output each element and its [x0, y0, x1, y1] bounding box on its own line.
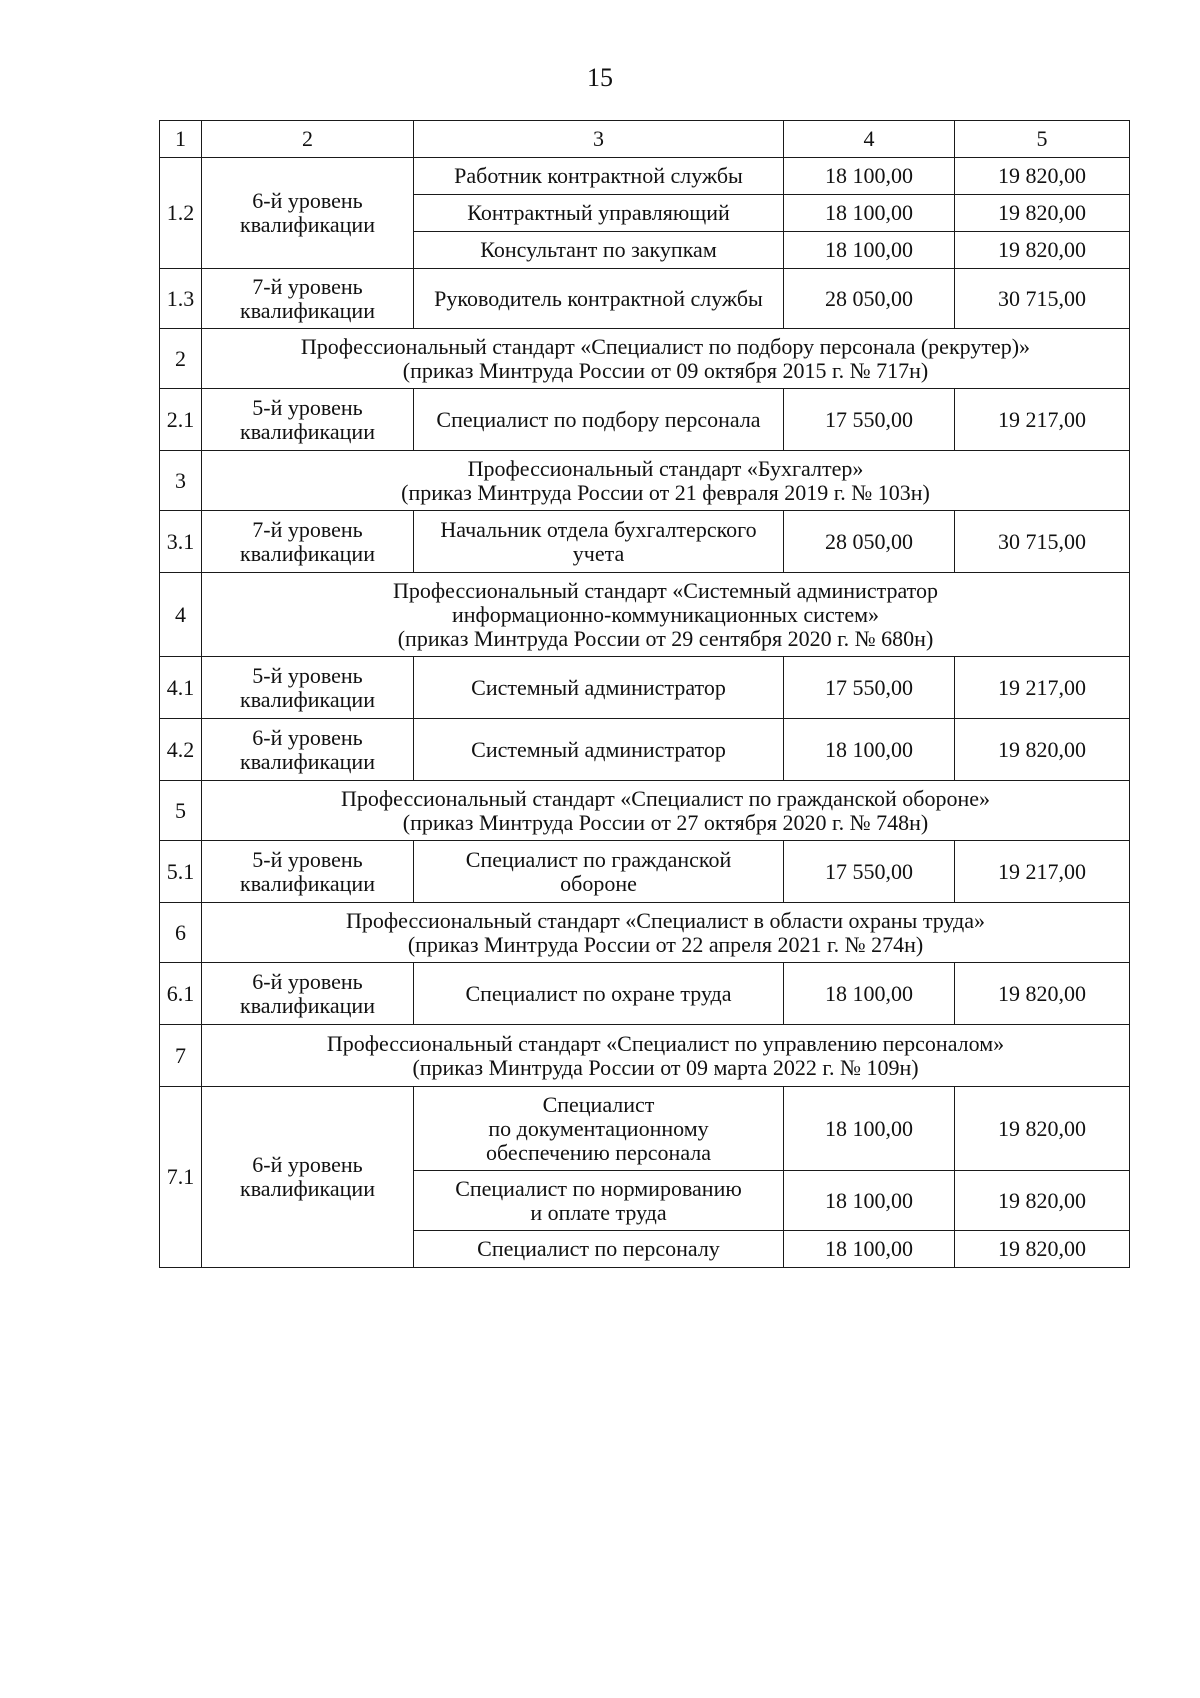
standard-row [160, 1025, 1130, 1087]
row-number: 5.1 [160, 841, 202, 903]
salary-value-col4: 18 100,00 [784, 719, 955, 781]
salary-value-col4: 18 100,00 [784, 232, 955, 269]
position-name: Специалист по охране труда [414, 963, 784, 1025]
position-name: Начальник отдела бухгалтерского учета [414, 511, 784, 573]
table-header-row [160, 121, 1130, 158]
standard-title: Профессиональный стандарт «Специалист в области охраны труда» (приказ Минтруда России от 22 апреля 2021 г. № 274н) [202, 903, 1130, 963]
table-row [160, 657, 1130, 719]
position-name: Специалист по гражданской обороне [414, 841, 784, 903]
qualification-level: 6-й уровень квалификации [202, 158, 414, 269]
position-name: Консультант по закупкам [414, 232, 784, 269]
salary-value-col4: 17 550,00 [784, 657, 955, 719]
salary-value-col5: 19 820,00 [955, 232, 1130, 269]
salary-table [159, 120, 1130, 1268]
qualification-level: 5-й уровень квалификации [202, 657, 414, 719]
row-number: 6 [160, 903, 202, 963]
row-number: 1.2 [160, 158, 202, 269]
salary-value-col4: 28 050,00 [784, 269, 955, 329]
row-number: 6.1 [160, 963, 202, 1025]
salary-value-col4: 18 100,00 [784, 195, 955, 232]
standard-title: Профессиональный стандарт «Бухгалтер» (приказ Минтруда России от 21 февраля 2019 г. № 103н) [202, 451, 1130, 511]
position-name: Работник контрактной службы [414, 158, 784, 195]
row-number: 4.2 [160, 719, 202, 781]
position-name: Специалист по нормированию и оплате труда [414, 1171, 784, 1231]
table-row [160, 963, 1130, 1025]
row-number: 5 [160, 781, 202, 841]
header-cell: 3 [414, 121, 784, 158]
position-name: Контрактный управляющий [414, 195, 784, 232]
row-number: 2.1 [160, 389, 202, 451]
table-row [160, 1087, 1130, 1171]
table-row [160, 158, 1130, 195]
row-number: 7.1 [160, 1087, 202, 1268]
salary-value-col5: 19 820,00 [955, 195, 1130, 232]
table-row [160, 841, 1130, 903]
header-cell: 4 [784, 121, 955, 158]
table-row [160, 389, 1130, 451]
standard-row [160, 573, 1130, 657]
salary-value-col4: 18 100,00 [784, 1231, 955, 1268]
qualification-level: 5-й уровень квалификации [202, 841, 414, 903]
row-number: 1.3 [160, 269, 202, 329]
standard-title: Профессиональный стандарт «Специалист по подбору персонала (рекрутер)» (приказ Минтруда России от 09 октября 2015 г. № 717н) [202, 329, 1130, 389]
standard-title: Профессиональный стандарт «Системный администратор информационно-коммуникационных систем» (приказ Минтруда России от 29 сентября 2020 г. № 680н) [202, 573, 1130, 657]
salary-value-col5: 19 217,00 [955, 389, 1130, 451]
row-number: 4.1 [160, 657, 202, 719]
header-cell: 2 [202, 121, 414, 158]
standard-row [160, 903, 1130, 963]
row-number: 2 [160, 329, 202, 389]
salary-value-col4: 17 550,00 [784, 389, 955, 451]
qualification-level: 6-й уровень квалификации [202, 963, 414, 1025]
position-name: Специалист по документационному обеспечению персонала [414, 1087, 784, 1171]
table-row [160, 511, 1130, 573]
qualification-level: 6-й уровень квалификации [202, 1087, 414, 1268]
header-cell: 5 [955, 121, 1130, 158]
salary-value-col5: 19 820,00 [955, 1171, 1130, 1231]
qualification-level: 5-й уровень квалификации [202, 389, 414, 451]
salary-value-col5: 30 715,00 [955, 269, 1130, 329]
position-name: Руководитель контрактной службы [414, 269, 784, 329]
salary-value-col5: 30 715,00 [955, 511, 1130, 573]
salary-value-col5: 19 820,00 [955, 719, 1130, 781]
salary-value-col4: 18 100,00 [784, 1087, 955, 1171]
qualification-level: 7-й уровень квалификации [202, 511, 414, 573]
position-name: Специалист по персоналу [414, 1231, 784, 1268]
salary-value-col5: 19 820,00 [955, 1087, 1130, 1171]
row-number: 4 [160, 573, 202, 657]
salary-value-col5: 19 217,00 [955, 657, 1130, 719]
row-number: 3 [160, 451, 202, 511]
position-name: Системный администратор [414, 657, 784, 719]
standard-title: Профессиональный стандарт «Специалист по управлению персоналом» (приказ Минтруда России от 09 марта 2022 г. № 109н) [202, 1025, 1130, 1087]
position-name: Системный администратор [414, 719, 784, 781]
table-row [160, 719, 1130, 781]
page-number: 15 [587, 63, 613, 92]
row-number: 7 [160, 1025, 202, 1087]
salary-value-col4: 28 050,00 [784, 511, 955, 573]
salary-value-col5: 19 820,00 [955, 1231, 1130, 1268]
salary-value-col4: 18 100,00 [784, 1171, 955, 1231]
salary-value-col5: 19 820,00 [955, 963, 1130, 1025]
qualification-level: 7-й уровень квалификации [202, 269, 414, 329]
header-cell: 1 [160, 121, 202, 158]
row-number: 3.1 [160, 511, 202, 573]
salary-value-col4: 18 100,00 [784, 963, 955, 1025]
qualification-level: 6-й уровень квалификации [202, 719, 414, 781]
salary-value-col5: 19 820,00 [955, 158, 1130, 195]
standard-row [160, 781, 1130, 841]
standard-row [160, 329, 1130, 389]
salary-value-col5: 19 217,00 [955, 841, 1130, 903]
position-name: Специалист по подбору персонала [414, 389, 784, 451]
salary-value-col4: 18 100,00 [784, 158, 955, 195]
salary-table-body [160, 121, 1130, 1268]
standard-title: Профессиональный стандарт «Специалист по гражданской обороне» (приказ Минтруда России от 27 октября 2020 г. № 748н) [202, 781, 1130, 841]
table-row [160, 269, 1130, 329]
salary-value-col4: 17 550,00 [784, 841, 955, 903]
standard-row [160, 451, 1130, 511]
